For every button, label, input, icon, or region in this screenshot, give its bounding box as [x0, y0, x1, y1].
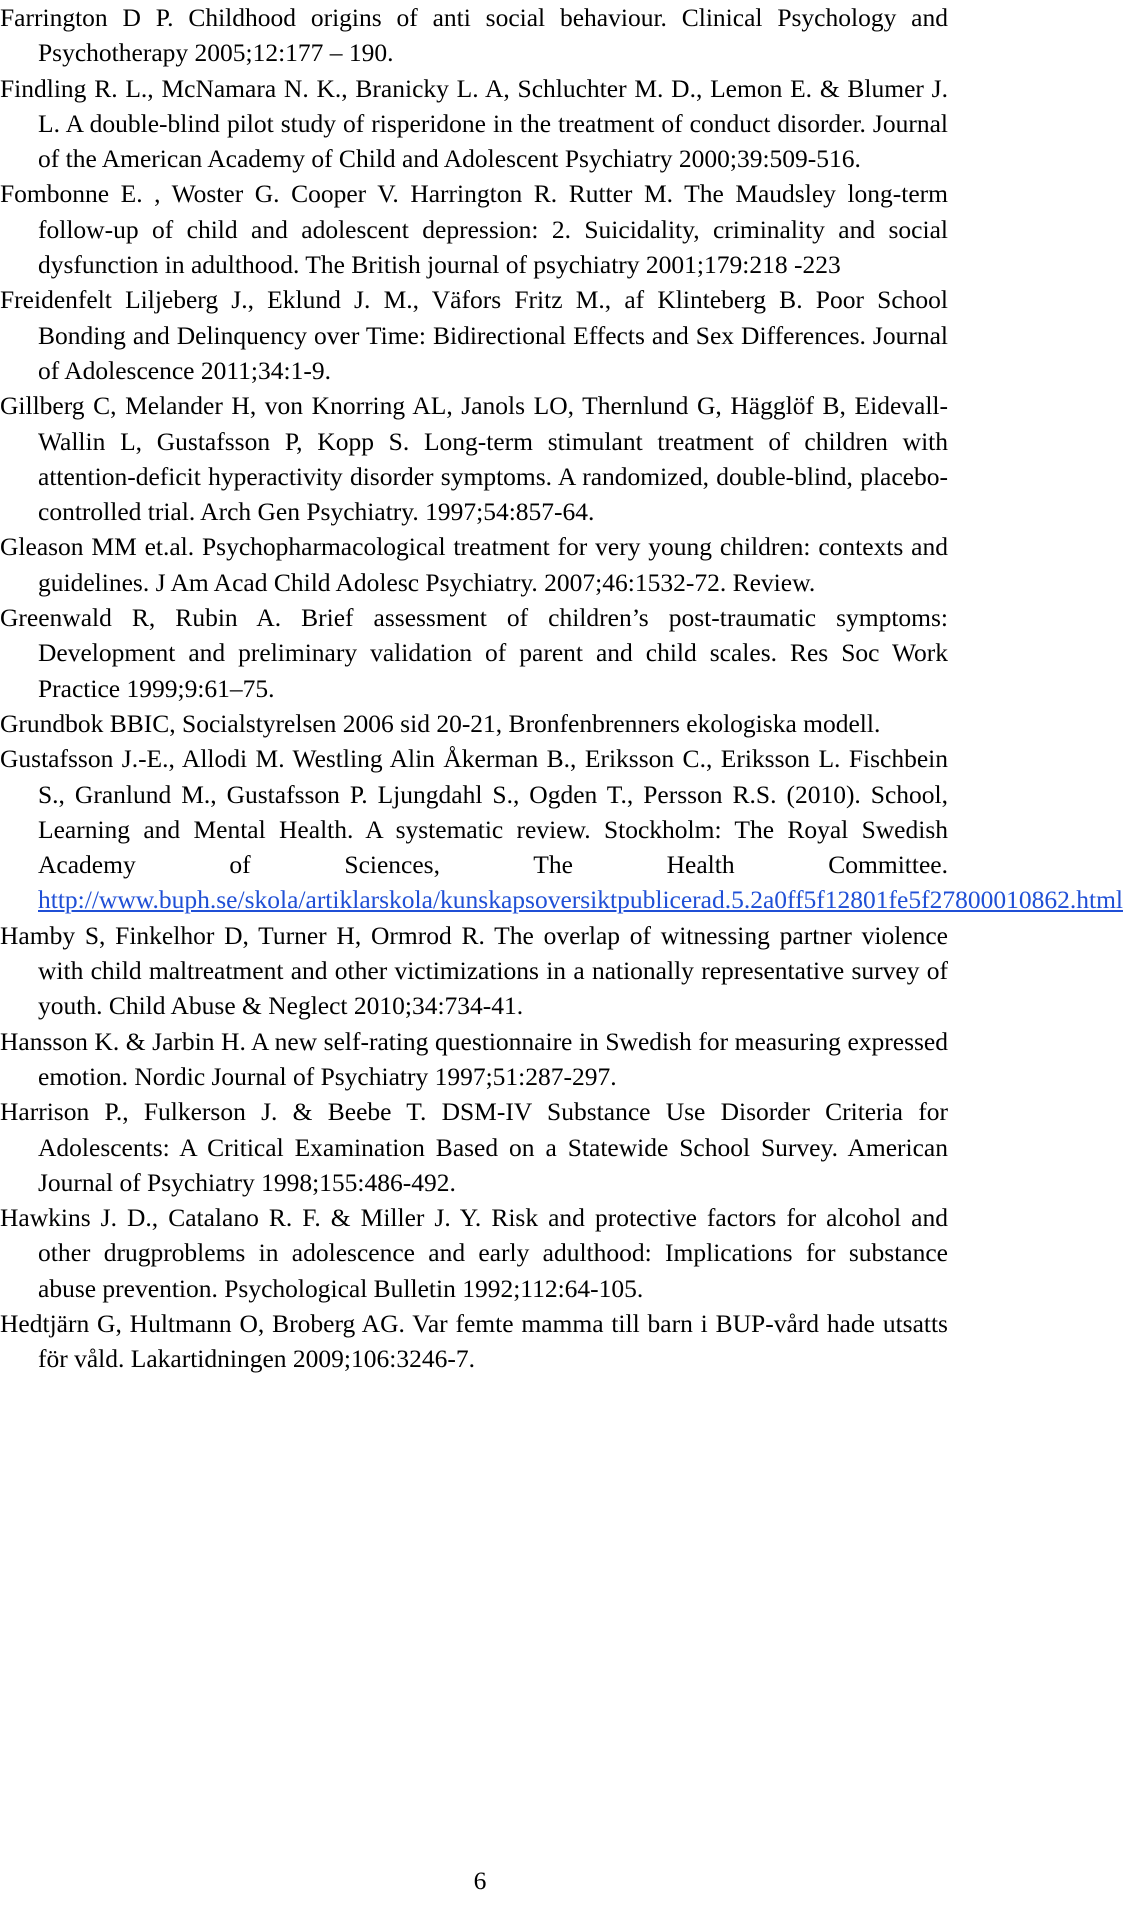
reference-item	[0, 918, 948, 1024]
reference-text: Hedtjärn G, Hultmann O, Broberg AG. Var femte mamma till barn i BUP-vård hade utsatts för våld. Lakartidningen 2009;106:3246-7.	[0, 1308, 948, 1374]
reference-link[interactable]: http://www.buph.se/skola/artiklarskola/kunskapsoversiktpublicerad.5.2a0ff5f12801fe5f27800010862.html	[38, 885, 1123, 915]
reference-item	[0, 176, 948, 282]
reference-text: Gustafsson J.-E., Allodi M. Westling Alin Åkerman B., Eriksson C., Eriksson L. Fischbein S., Granlund M., Gustafsson P. Ljungdahl S., Ogden T., Persson R.S. (2010). School, Learning and Mental Health. A systematic review. Stockholm: The Royal Swedish Academy of Sciences, The Health Committee.	[0, 744, 948, 880]
reference-text: Gleason MM et.al. Psychopharmacological treatment for very young children: contexts and guidelines. J Am Acad Child Adolesc Psychiatry. 2007;46:1532-72. Review.	[0, 532, 948, 597]
reference-item	[0, 1306, 948, 1377]
reference-text: Farrington D P. Childhood origins of anti social behaviour. Clinical Psychology and Psychotherapy 2005;12:177 – 190.	[0, 3, 948, 68]
reference-item	[0, 388, 948, 529]
reference-item	[0, 600, 948, 706]
reference-text: Harrison P., Fulkerson J. & Beebe T. DSM-IV Substance Use Disorder Criteria for Adolescents: A Critical Examination Based on a Statewide School Survey. American Journal of Psychiatry 1998;155:486-492.	[0, 1097, 948, 1197]
reference-item	[0, 282, 948, 388]
page-number: 6	[473, 1866, 487, 1895]
reference-text: Hamby S, Finkelhor D, Turner H, Ormrod R. The overlap of witnessing partner violence with child maltreatment and other victimizations in a nationally representative survey of youth. Child Abuse & Neglect 2010;34:734-41.	[0, 920, 948, 1021]
reference-text: Grundbok BBIC, Socialstyrelsen 2006 sid 20-21, Bronfenbrenners ekologiska modell.	[0, 708, 881, 738]
reference-text: Findling R. L., McNamara N. K., Branicky L. A, Schluchter M. D., Lemon E. & Blumer J. L. A double-blind pilot study of risperidone in the treatment of conduct disorder. Journal of the American Academy of Child and Adolescent Psychiatry 2000;39:509-516.	[0, 73, 948, 174]
reference-text: Fombonne E. , Woster G. Cooper V. Harrington R. Rutter M. The Maudsley long-term follow-up of child and adolescent depression: 2. Suicidality, criminality and social dysfunction in adulthood. The British journal of psychiatry 2001;179:218 -223	[0, 179, 948, 280]
reference-text: Hawkins J. D., Catalano R. F. & Miller J. Y. Risk and protective factors for alcohol and other drugproblems in adolescence and early adulthood: Implications for substance abuse prevention. Psychological Bulletin 1992;112:64-105.	[0, 1203, 948, 1303]
reference-item	[0, 706, 948, 741]
reference-item	[0, 1094, 948, 1200]
reference-item	[0, 529, 948, 600]
reference-item	[0, 71, 948, 177]
reference-item	[0, 741, 1123, 917]
reference-text: Gillberg C, Melander H, von Knorring AL, Janols LO, Thernlund G, Hägglöf B, Eidevall-Wallin L, Gustafsson P, Kopp S. Long-term stimulant treatment of children with attention-deficit hyperactivity disorder symptoms. A randomized, double-blind, placebo-controlled trial. Arch Gen Psychiatry. 1997;54:857-64.	[0, 391, 948, 527]
reference-text: Greenwald R, Rubin A. Brief assessment of children’s post-traumatic symptoms: Development and preliminary validation of parent and child scales. Res Soc Work Practice 1999;9:61–75.	[0, 603, 948, 703]
reference-text: Hansson K. & Jarbin H. A new self-rating questionnaire in Swedish for measuring expressed emotion. Nordic Journal of Psychiatry 1997;51:287-297.	[0, 1026, 948, 1091]
reference-item	[0, 1200, 948, 1306]
reference-item	[0, 0, 948, 71]
reference-item	[0, 1024, 948, 1095]
reference-text: Freidenfelt Liljeberg J., Eklund J. M., Väfors Fritz M., af Klinteberg B. Poor School Bonding and Delinquency over Time: Bidirectional Effects and Sex Differences. Journal of Adolescence 2011;34:1-9.	[0, 285, 948, 385]
